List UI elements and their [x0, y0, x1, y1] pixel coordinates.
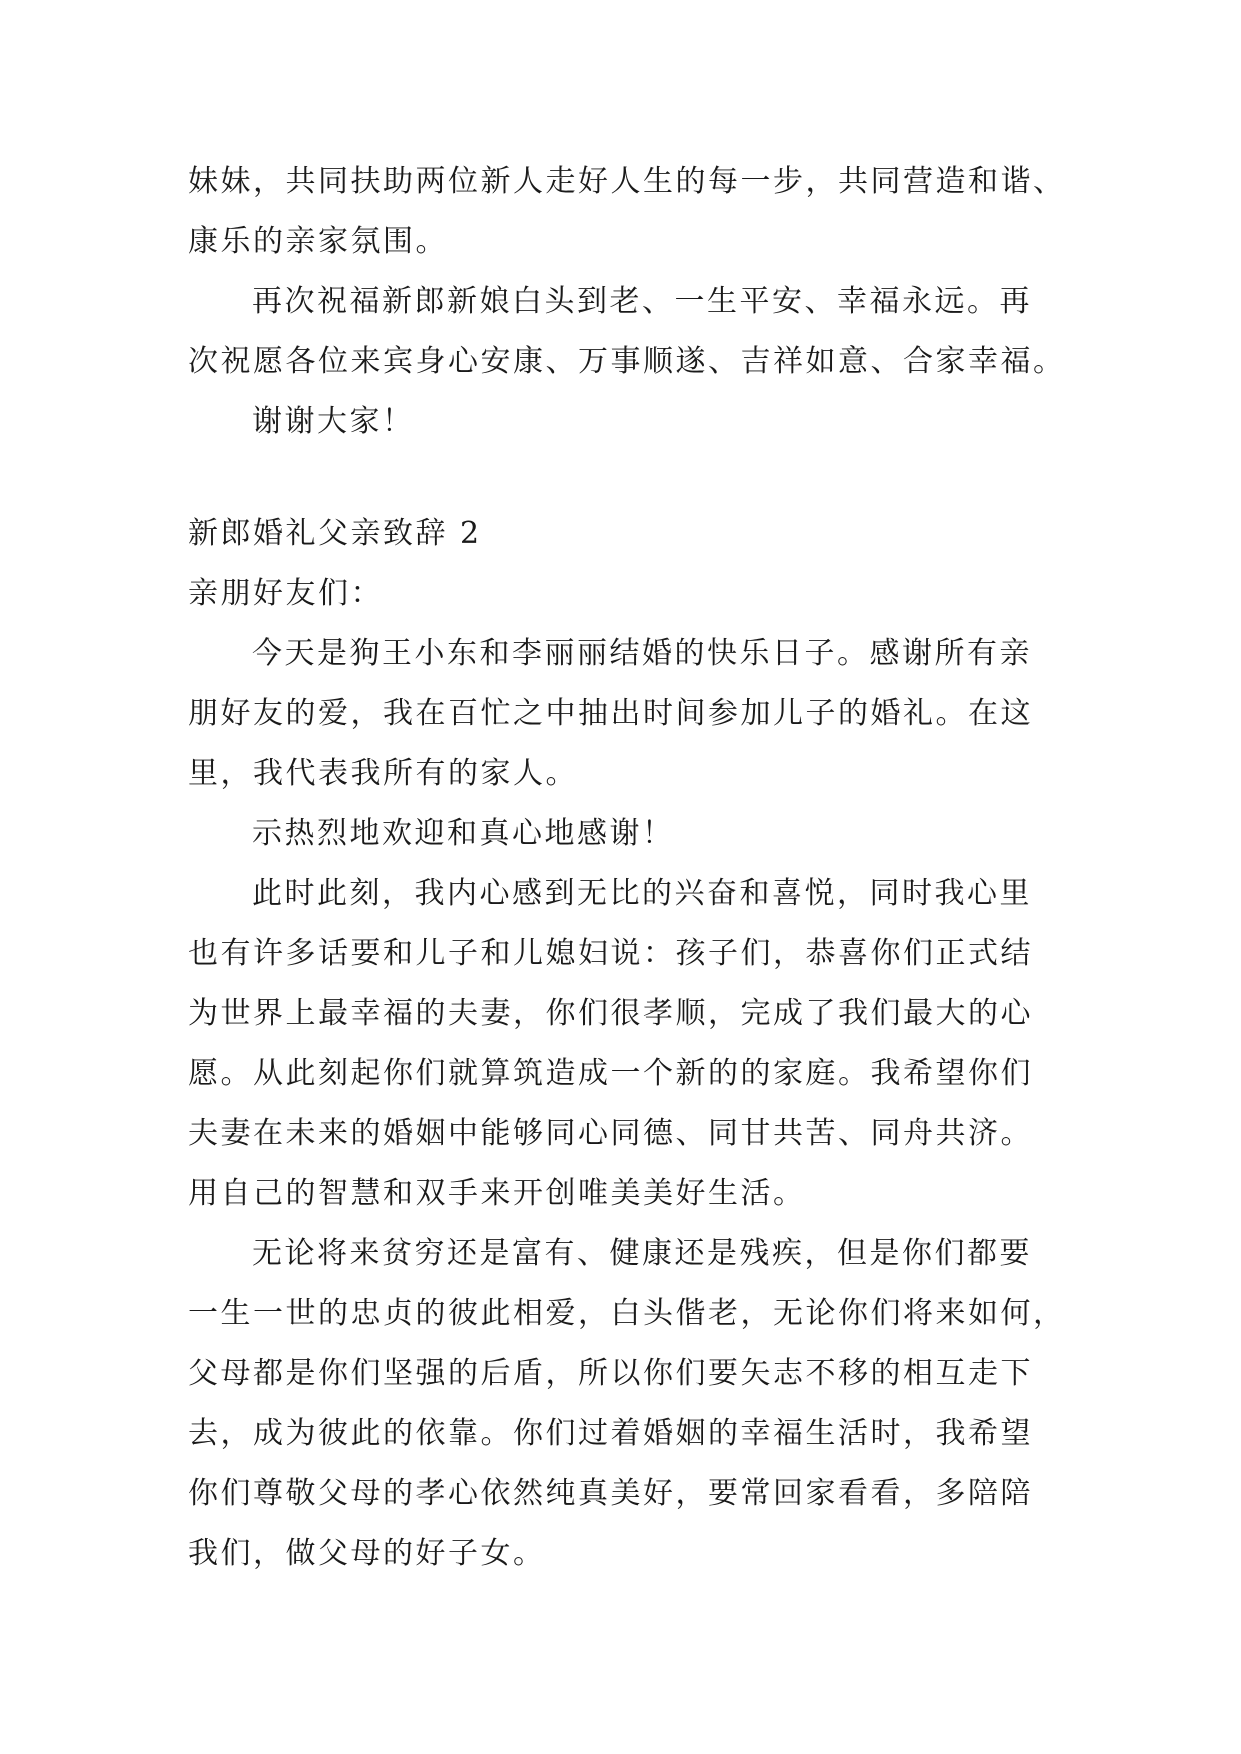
- paragraph-line: 为世界上最幸福的夫妻，你们很孝顺，完成了我们最大的心: [188, 996, 1033, 1031]
- paragraph-line: 愿。从此刻起你们就算筑造成一个新的的家庭。我希望你们: [188, 1056, 1033, 1091]
- paragraph-line: 你们尊敬父母的孝心依然纯真美好，要常回家看看，多陪陪: [188, 1476, 1033, 1511]
- section-heading: 新郎婚礼父亲致辞 2: [188, 516, 482, 551]
- paragraph-line: 里，我代表我所有的家人。: [188, 756, 578, 791]
- paragraph-line: 康乐的亲家氛围。: [188, 224, 448, 259]
- paragraph-line: 去，成为彼此的依靠。你们过着婚姻的幸福生活时，我希望: [188, 1416, 1033, 1451]
- paragraph-line: 谢谢大家！: [252, 404, 415, 439]
- paragraph-line: 再次祝福新郎新娘白头到老、一生平安、幸福永远。再: [252, 284, 1032, 319]
- paragraph-line: 此时此刻，我内心感到无比的兴奋和喜悦，同时我心里: [252, 876, 1032, 911]
- paragraph-line: 也有许多话要和儿子和儿媳妇说：孩子们，恭喜你们正式结: [188, 936, 1033, 971]
- paragraph-line: 妹妹，共同扶助两位新人走好人生的每一步，共同营造和谐、: [188, 164, 1066, 199]
- paragraph-line: 朋好友的爱，我在百忙之中抽出时间参加儿子的婚礼。在这: [188, 696, 1033, 731]
- paragraph-line: 我们，做父母的好子女。: [188, 1536, 546, 1571]
- paragraph-line: 今天是狗王小东和李丽丽结婚的快乐日子。感谢所有亲: [252, 636, 1032, 671]
- paragraph-line: 父母都是你们坚强的后盾，所以你们要矢志不移的相互走下: [188, 1356, 1033, 1391]
- salutation: 亲朋好友们：: [188, 576, 383, 611]
- paragraph-line: 无论将来贫穷还是富有、健康还是残疾，但是你们都要: [252, 1236, 1032, 1271]
- paragraph-line: 次祝愿各位来宾身心安康、万事顺遂、吉祥如意、合家幸福。: [188, 344, 1066, 379]
- paragraph-line: 示热烈地欢迎和真心地感谢！: [252, 816, 675, 851]
- paragraph-line: 用自己的智慧和双手来开创唯美美好生活。: [188, 1176, 806, 1211]
- paragraph-line: 夫妻在未来的婚姻中能够同心同德、同甘共苦、同舟共济。: [188, 1116, 1033, 1151]
- paragraph-line: 一生一世的忠贞的彼此相爱，白头偕老，无论你们将来如何，: [188, 1296, 1066, 1331]
